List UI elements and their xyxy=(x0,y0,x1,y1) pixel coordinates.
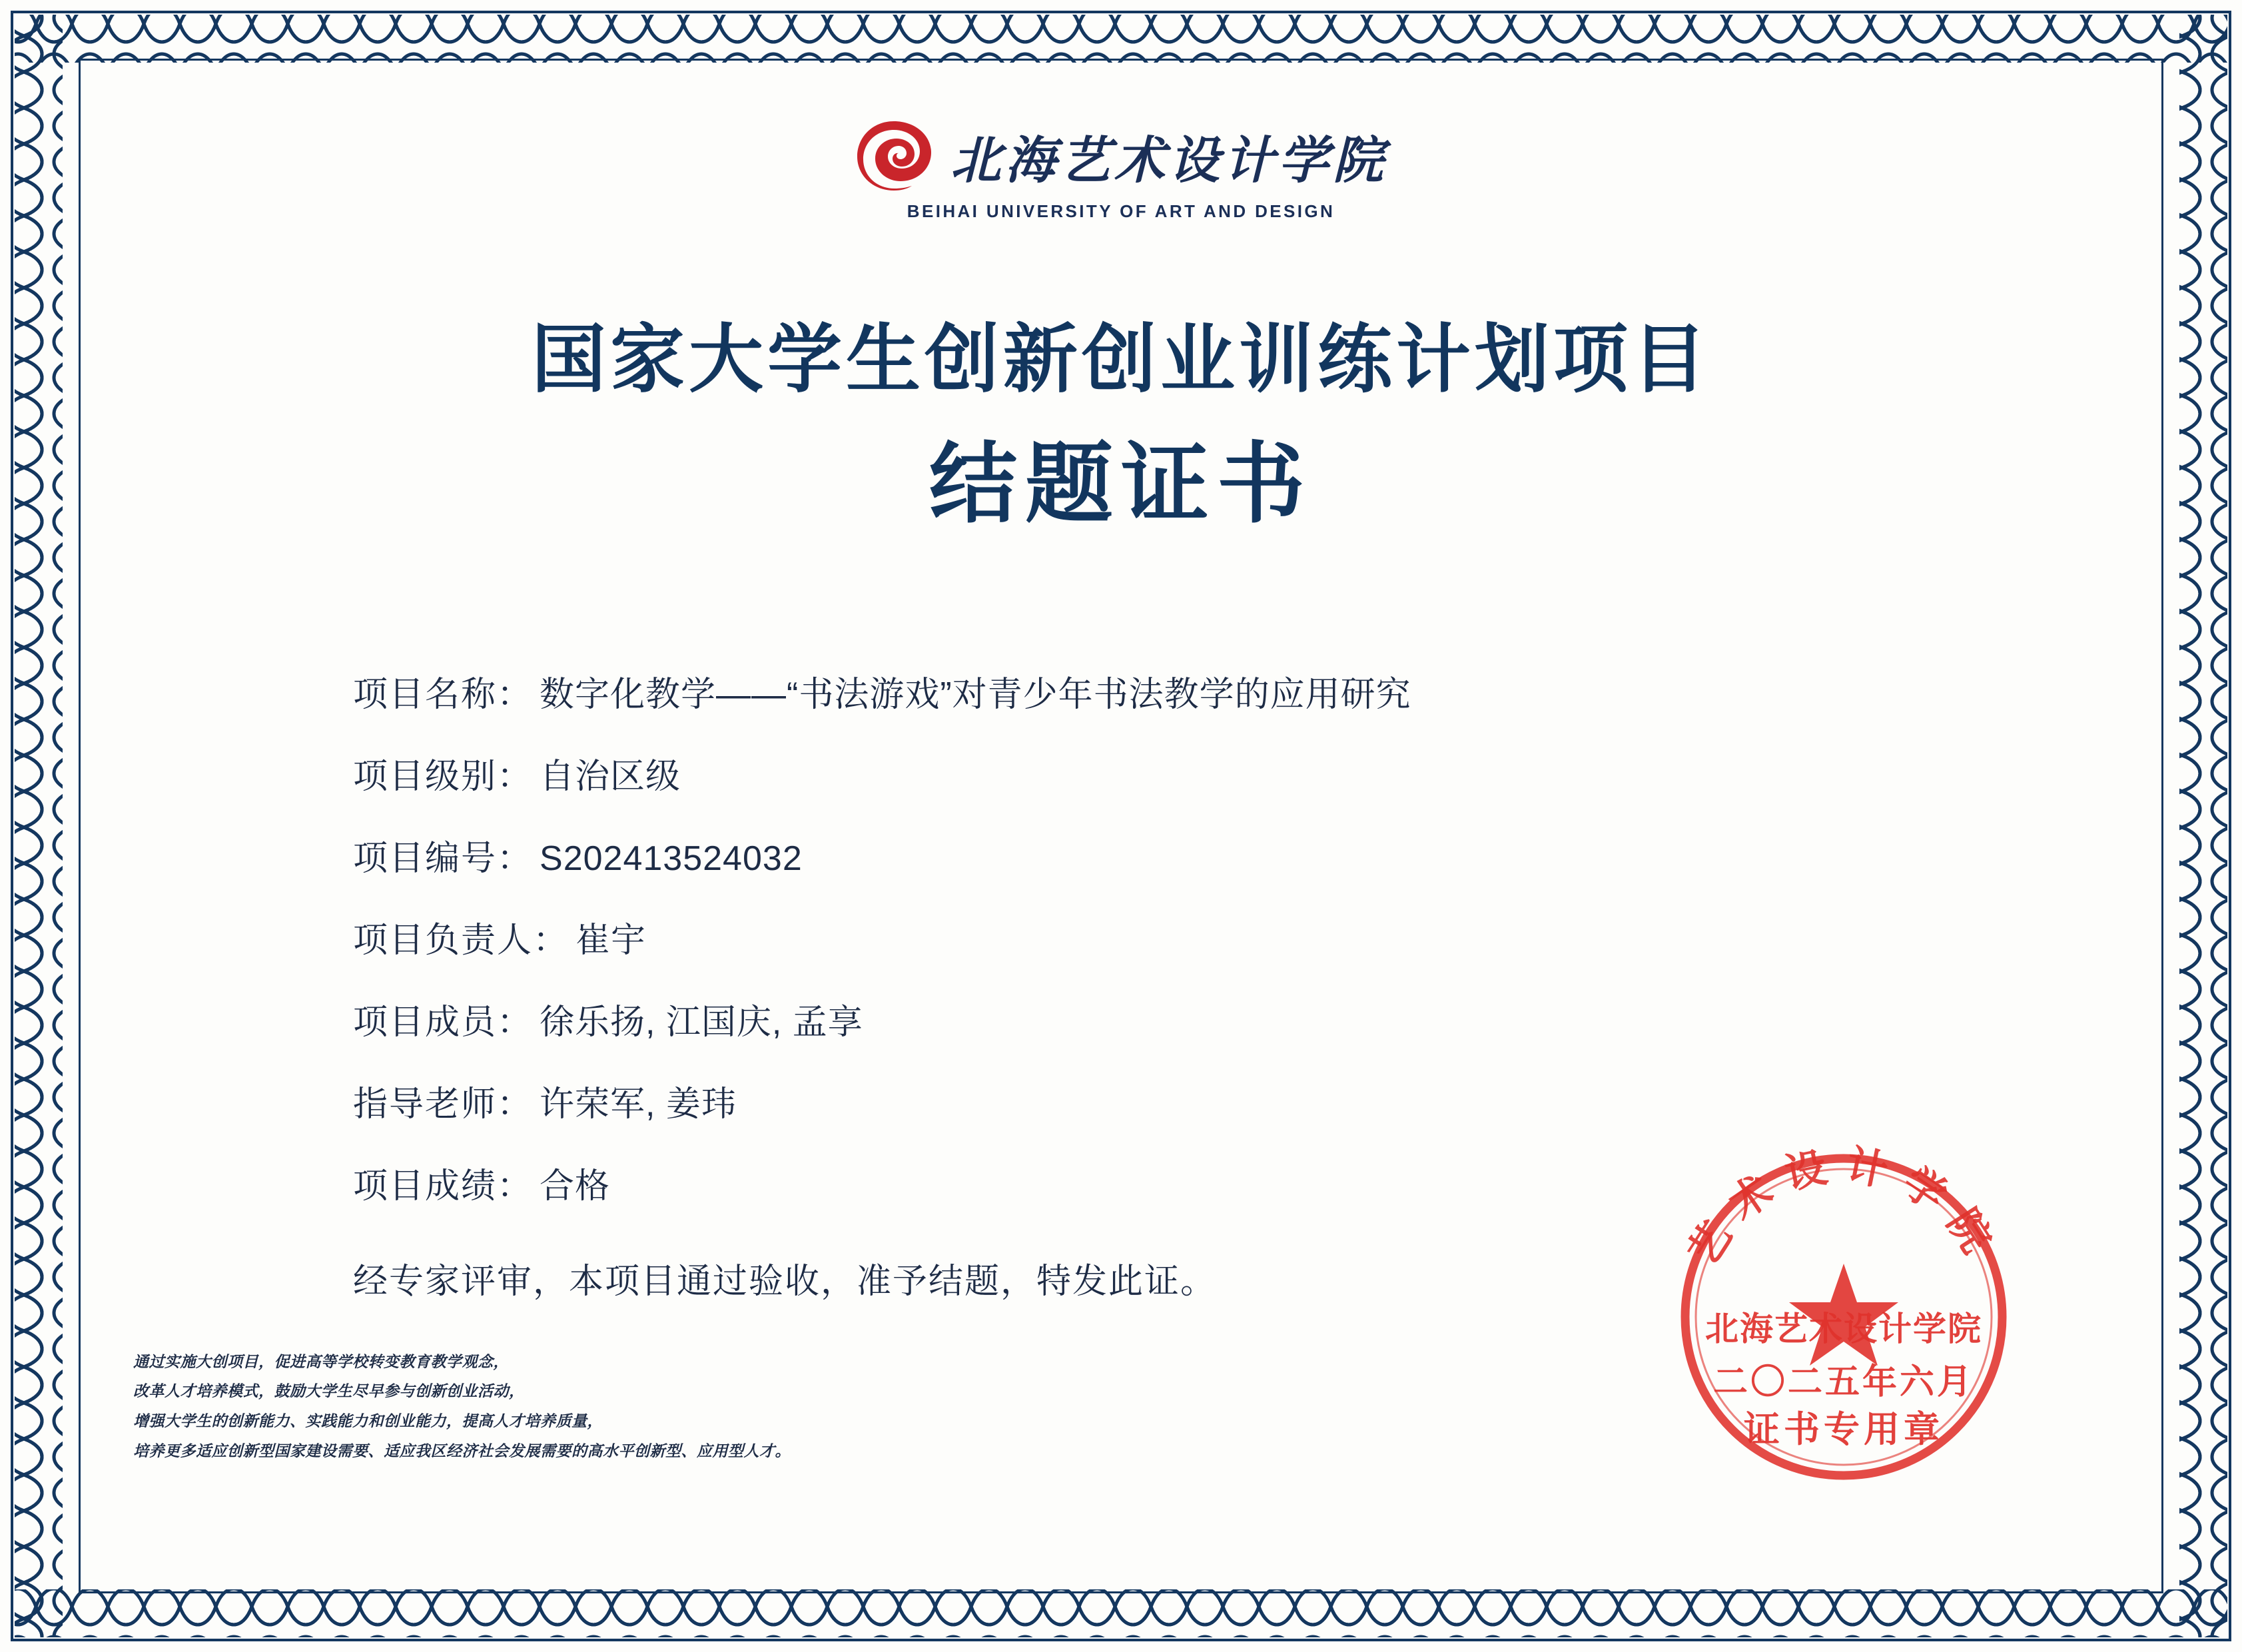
field-advisors xyxy=(353,1076,2022,1126)
field-value: 合格 xyxy=(540,1167,611,1206)
footnote-line: 增强大学生的创新能力、实践能力和创业能力，提高人才培养质量， xyxy=(133,1413,603,1430)
field-project-name xyxy=(353,666,2022,716)
official-seal xyxy=(1657,1127,2030,1500)
field-value: 数字化教学——“书法游戏”对青少年书法教学的应用研究 xyxy=(540,675,1411,714)
field-label: 项目成员： xyxy=(353,1003,534,1042)
field-label: 项目成绩： xyxy=(353,1167,534,1206)
field-project-members xyxy=(353,994,2022,1044)
field-project-level xyxy=(353,748,2022,798)
seal-date: 二〇二五年六月 xyxy=(1712,1364,1975,1402)
field-value: 徐乐扬, 江国庆, 孟享 xyxy=(540,1003,863,1042)
footnote-line: 改革人才培养模式，鼓励大学生尽早参与创新创业活动， xyxy=(133,1383,525,1400)
certificate-title-line2: 结题证书 xyxy=(929,436,1313,534)
institution-logo xyxy=(0,119,2242,222)
field-label: 项目级别： xyxy=(353,757,534,796)
approval-statement: 经专家评审，本项目通过验收，准予结题，特发此证。 xyxy=(353,1262,1217,1301)
field-project-number xyxy=(353,830,2022,880)
footnote-line: 通过实施大创项目，促进高等学校转变教育教学观念， xyxy=(133,1353,509,1370)
seal-org-name: 北海艺术设计学院 xyxy=(1705,1310,1982,1348)
field-value: 许荣军, 姜玮 xyxy=(540,1085,737,1124)
logo-name-cn: 北海艺术设计学院 xyxy=(950,133,1387,189)
field-value: 崔宇 xyxy=(575,921,647,960)
field-value: S202413524032 xyxy=(540,839,803,878)
field-label: 项目编号： xyxy=(353,839,534,878)
swirl-logo-icon xyxy=(855,119,933,193)
footnote-line: 培养更多适应创新型国家建设需要、适应我区经济社会发展需要的高水平创新型、应用型人才。 xyxy=(133,1443,791,1460)
footnote-block xyxy=(133,1348,791,1467)
certificate-title-line1: 国家大学生创新创业训练计划项目 xyxy=(532,319,1710,402)
seal-arc-text: 艺术设计学院 xyxy=(1681,1142,2007,1274)
field-label: 指导老师： xyxy=(353,1085,534,1124)
field-value: 自治区级 xyxy=(540,757,681,796)
seal-purpose: 证书专用章 xyxy=(1744,1410,1944,1449)
field-label: 项目负责人： xyxy=(353,921,569,960)
logo-name-en: BEIHAI UNIVERSITY OF ART AND DESIGN xyxy=(907,201,1335,221)
field-project-leader xyxy=(353,912,2022,962)
field-label: 项目名称： xyxy=(353,675,534,714)
